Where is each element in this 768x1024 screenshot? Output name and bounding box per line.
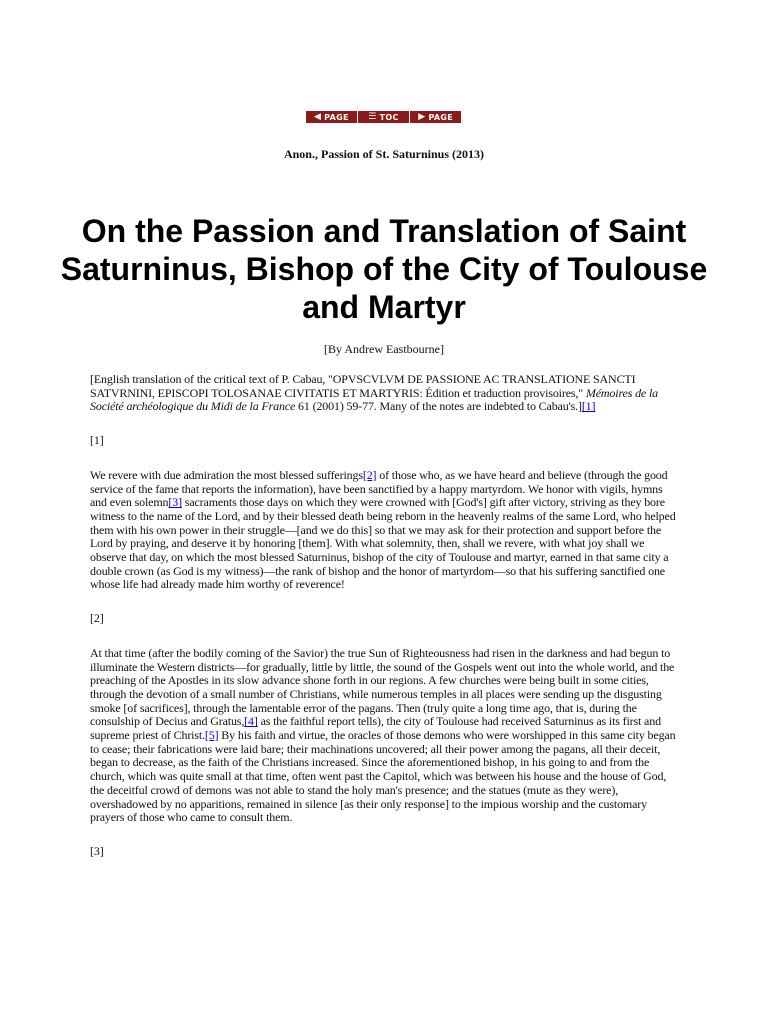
page-navigation-bar bbox=[306, 111, 461, 123]
document-citation: Anon., Passion of St. Saturninus (2013) bbox=[283, 147, 485, 161]
footnote-link-3[interactable]: [3] bbox=[168, 495, 182, 510]
footnote-link-1[interactable]: [1] bbox=[581, 399, 596, 414]
document-body bbox=[90, 373, 680, 880]
section-2-paragraph bbox=[90, 647, 680, 825]
next-page-button[interactable] bbox=[410, 111, 461, 123]
byline: [By Andrew Eastbourne] bbox=[324, 342, 444, 356]
intro-text: [English translation of the critical text of P. Cabau, "OPVSCVLVM DE PASSIONE AC TRANSLATIONE SANCTI SATVRNINI, EPISCOPI TOLOSANAE CIVITATIS ET MARTYRIS: Édition et traduction provisoires," bbox=[90, 372, 636, 400]
section-number-2: [2] bbox=[90, 611, 104, 626]
section-number-1: [1] bbox=[90, 433, 104, 448]
journal-title: Mémoires de la Société archéologique du Midi de la France bbox=[90, 385, 658, 414]
previous-page-button[interactable] bbox=[306, 111, 358, 123]
section-2-text: as the faithful report tells), the city of Toulouse had received Saturninus as its first and supreme priest of Christ. bbox=[90, 714, 661, 743]
footnote-link-5[interactable]: [5] bbox=[204, 728, 219, 743]
footnote-link-4[interactable]: [4] bbox=[244, 714, 258, 729]
page-title: On the Passion and Translation of Saint Saturninus, Bishop of the City of Toulouse and Martyr bbox=[60, 213, 708, 325]
list-icon: ☰ bbox=[368, 112, 377, 122]
footnote-link-2[interactable]: [2] bbox=[362, 467, 377, 482]
next-page-label: PAGE bbox=[428, 112, 454, 122]
table-of-contents-button[interactable] bbox=[358, 111, 411, 123]
intro-text-end: 61 (2001) 59-77. Many of the notes are indebted to Cabau's.] bbox=[295, 399, 582, 414]
chevron-right-icon: ▶ bbox=[418, 112, 426, 122]
section-2-text: By his faith and virtue, the oracles of those demons who were worshipped in this same city began to cease; their fabrications were laid bare; their machinations uncovered; all their power among the pagans, all their deceit, began to decrease, as the faith of the Christians increased. Since the aforementioned bishop, in his going to and from the church, which was quite small at that time, often went past the Capitol, which was between his house and the house of God, the deceitful crowd of demons was not able to stand the holy man's presence; and the statues (mute as they were), overshadowed by no apparitions, remained in silence [as their only response] to the impious worship and the customary prayers of those who came to consult them. bbox=[90, 728, 676, 825]
chevron-left-icon: ◀ bbox=[313, 112, 322, 122]
toc-label: TOC bbox=[379, 112, 399, 122]
section-1-text: sacraments those days on which they were crowned with [God's] gift after victory, striving as they bore witness to the name of the Lord, and by their blessed death being reborn in the heavenly realms of the same Lord, who helped them with his own power in their struggle—[and we do this] so that we may ask for their protection and support before the Lord by praying, and deserve it by honoring [them]. With what solemnity, then, shall we revere, with what joy shall we observe that day, on which the most blessed Saturninus, bishop of the city of Toulouse and martyr, earned in that same city a double crown (as God is my witness)—the rank of bishop and the honor of martyrdom—so that his suffering sanctified one whose life had already made him worthy of reverence! bbox=[90, 495, 676, 592]
previous-page-label: PAGE bbox=[324, 112, 349, 122]
section-1-text: We revere with due admiration the most blessed sufferings bbox=[90, 467, 363, 482]
section-number-3: [3] bbox=[90, 843, 104, 858]
section-2-text: At that time (after the bodily coming of the Savior) the true Sun of Righteousness had risen in the darkness and had begun to illuminate the Western districts—for gradually, little by little, the sound of the Gospels went out into the whole world, and the preaching of the Apostles in its slow advance shone forth in our regions. A few churches were being built in some cities, through the devotion of a small number of Christians, while numerous temples in all places were sending up the disgusting smoke [of sacrifices], through the lamentable error of the pagans. Then (truly quite a long time ago, that is, during the consulship of Decius and Gratus, bbox=[90, 645, 675, 729]
section-1-text: of those who, as we have heard and believe (through the good service of the fame that reports the information), have been sanctified by a happy martyrdom. We honor with vigils, hymns and even solemn bbox=[90, 467, 668, 510]
intro-paragraph bbox=[90, 373, 680, 414]
section-1-paragraph bbox=[90, 469, 680, 592]
